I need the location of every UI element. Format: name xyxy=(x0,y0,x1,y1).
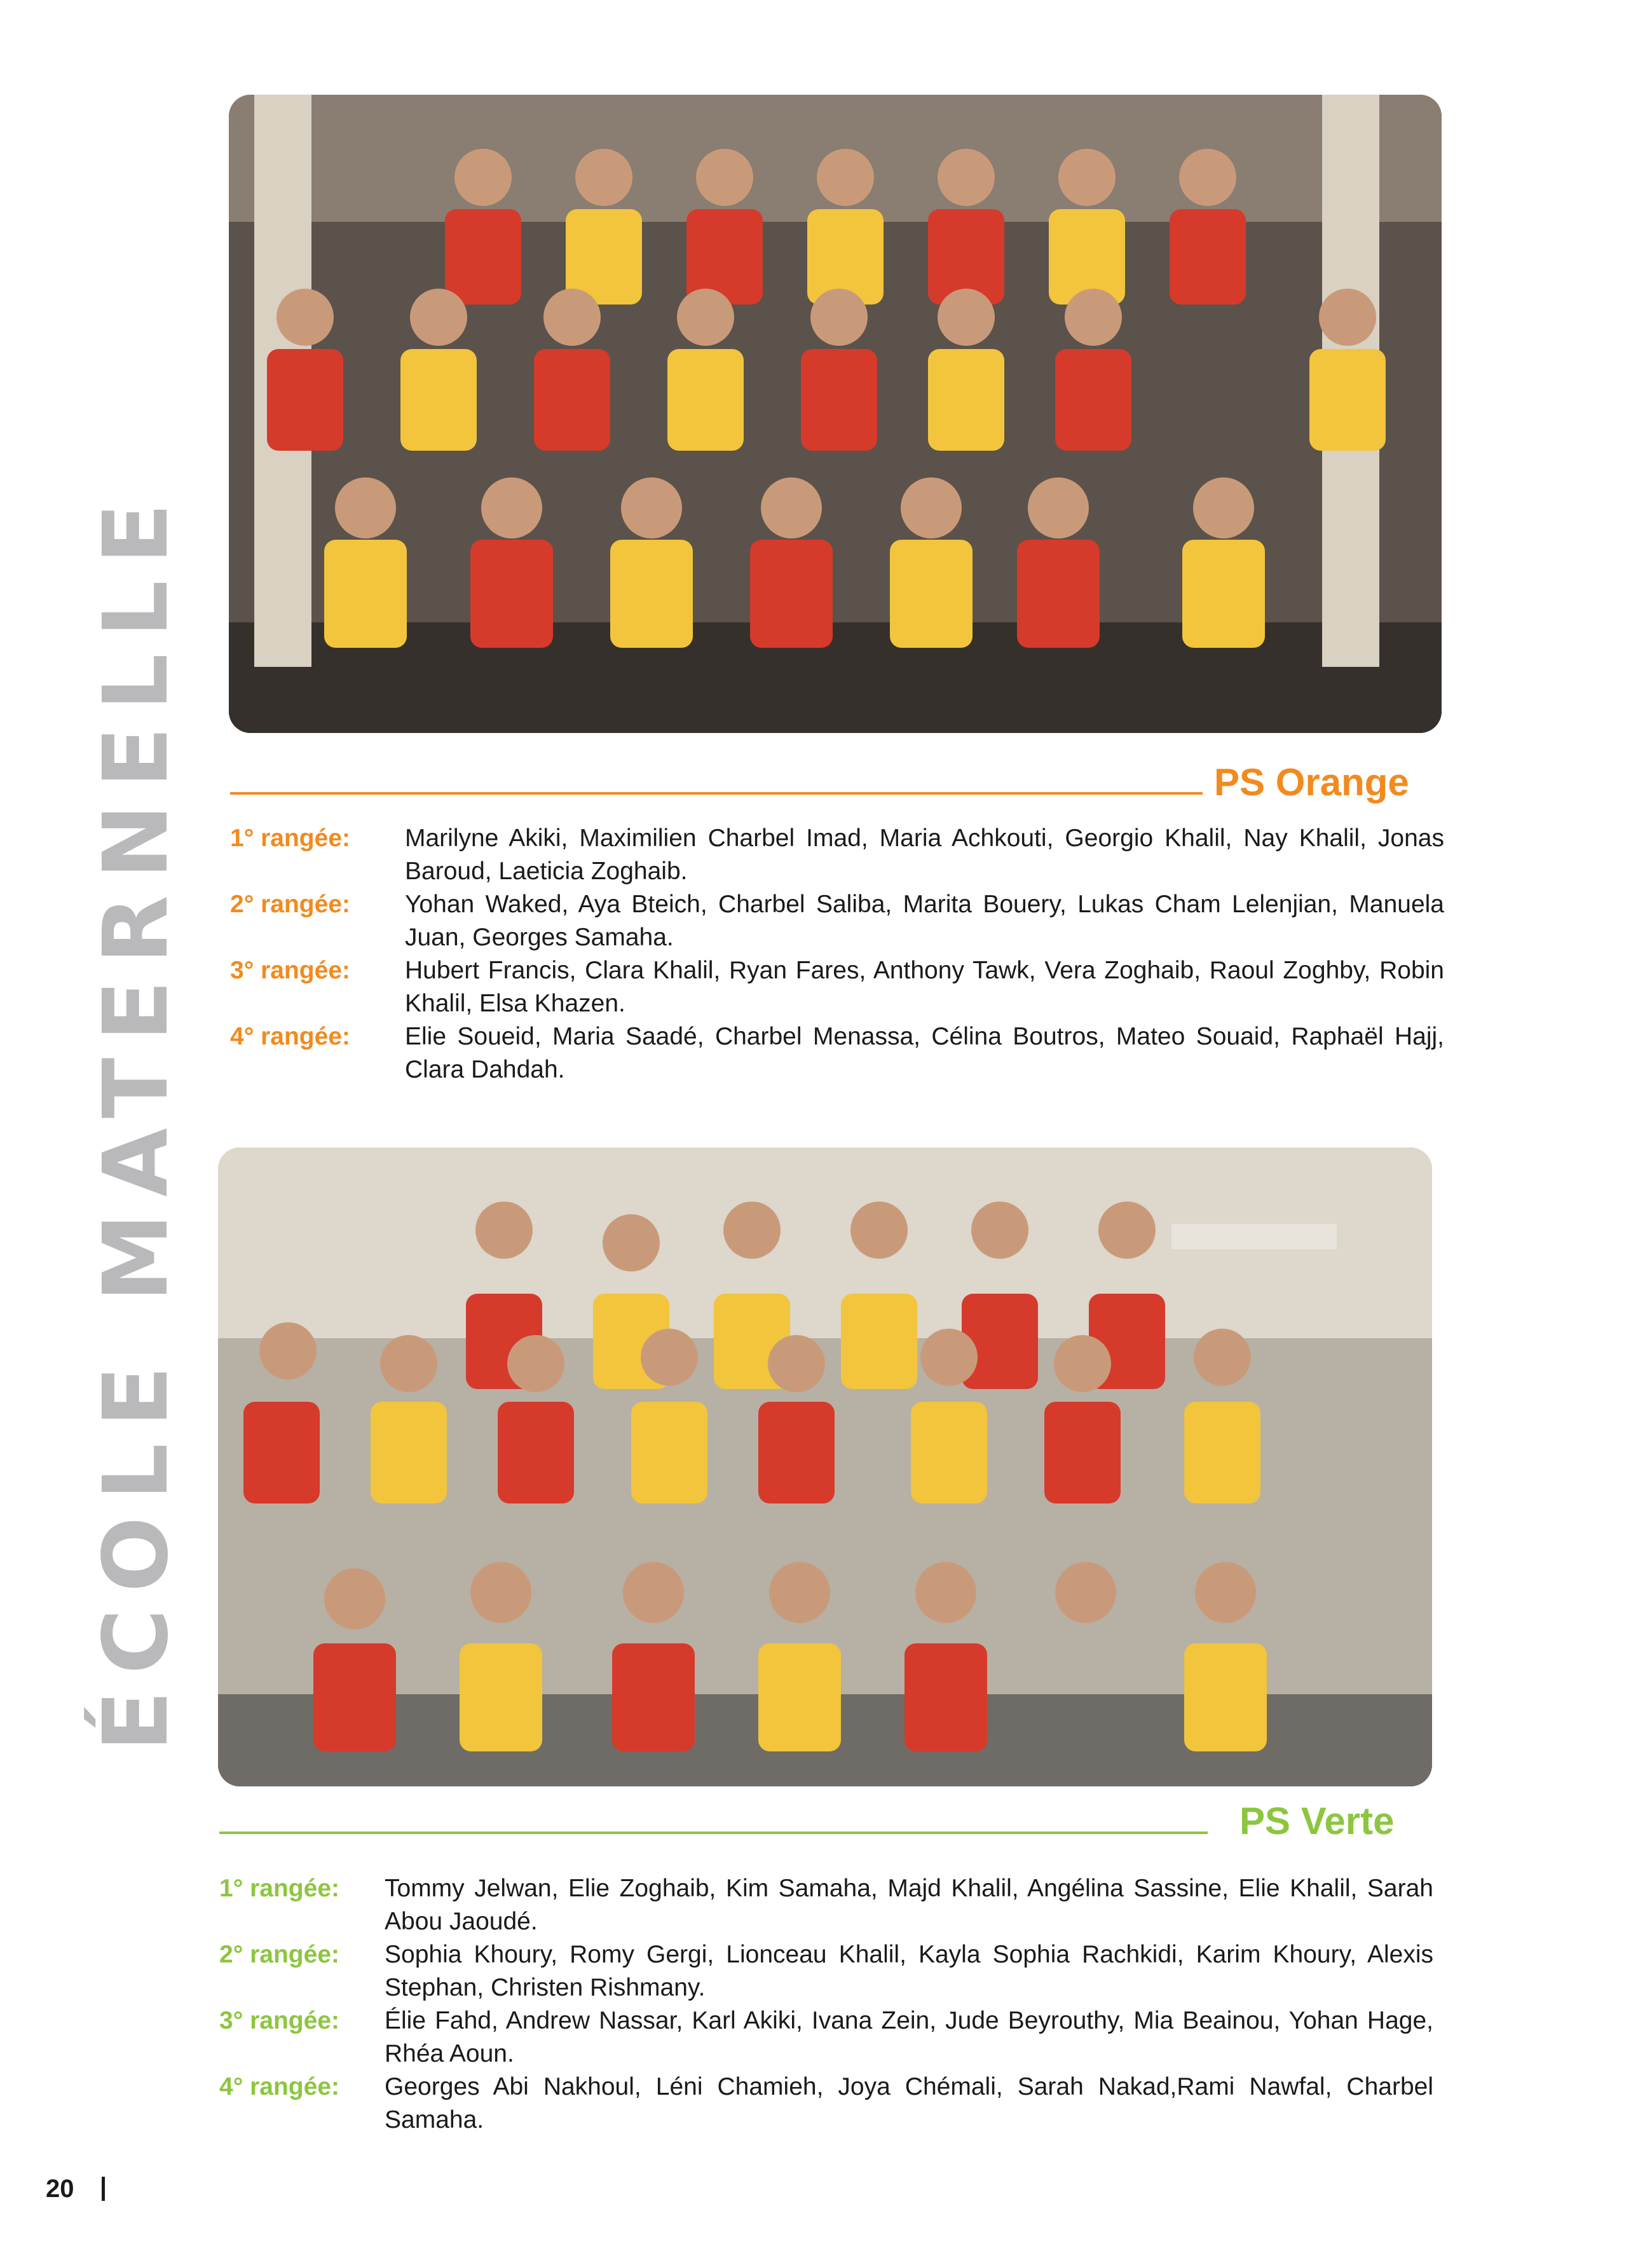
row-entry xyxy=(219,2004,1433,2071)
row-names: Élie Fahd, Andrew Nassar, Karl Akiki, Ivana Zein, Jude Beyrouthy, Mia Beainou, Yohan Hage, Rhéa Aoun. xyxy=(385,2007,1433,2067)
name-list-ps-orange xyxy=(230,822,1444,1086)
class-photo-ps-orange xyxy=(229,95,1442,733)
row-entry xyxy=(219,1938,1433,2004)
row-label: 2° rangée: xyxy=(219,1941,340,1968)
row-label: 4° rangée: xyxy=(219,2073,340,2100)
row-label: 1° rangée: xyxy=(230,825,351,852)
section-title-ps-orange: PS Orange xyxy=(1214,761,1409,804)
side-title: ÉCOLE MATERNELLE xyxy=(85,486,188,1751)
name-list-ps-verte xyxy=(219,1872,1433,2137)
row-names: Hubert Francis, Clara Khalil, Ryan Fares, Anthony Tawk, Vera Zoghaib, Raoul Zoghby, Robin Khalil, Elsa Khazen. xyxy=(405,957,1444,1017)
row-label: 2° rangée: xyxy=(230,891,351,918)
row-label: 3° rangée: xyxy=(219,2007,340,2034)
row-label: 4° rangée: xyxy=(230,1023,351,1050)
page-number: 20 xyxy=(46,2175,74,2203)
row-names: Georges Abi Nakhoul, Léni Chamieh, Joya Chémali, Sarah Nakad,Rami Nawfal, Charbel Samaha. xyxy=(385,2073,1433,2133)
row-label: 1° rangée: xyxy=(219,1875,340,1902)
section-divider-orange xyxy=(230,792,1203,795)
row-entry xyxy=(219,1872,1433,1938)
row-names: Tommy Jelwan, Elie Zoghaib, Kim Samaha, Majd Khalil, Angélina Sassine, Elie Khalil, Sarah Abou Jaoudé. xyxy=(385,1875,1433,1935)
section-title-ps-verte: PS Verte xyxy=(1239,1800,1395,1842)
page-number-divider xyxy=(102,2177,105,2201)
row-names: Yohan Waked, Aya Bteich, Charbel Saliba, Marita Bouery, Lukas Cham Lelenjian, Manuela Juan, Georges Samaha. xyxy=(405,891,1444,951)
row-entry xyxy=(230,888,1444,954)
row-entry xyxy=(230,822,1444,888)
section-divider-verte xyxy=(219,1832,1208,1834)
group-photo-illustration xyxy=(218,1147,1432,1786)
row-names: Elie Soueid, Maria Saadé, Charbel Menassa, Célina Boutros, Mateo Souaid, Raphaël Hajj, Clara Dahdah. xyxy=(405,1023,1444,1083)
row-names: Marilyne Akiki, Maximilien Charbel Imad, Maria Achkouti, Georgio Khalil, Nay Khalil, Jonas Baroud, Laeticia Zoghaib. xyxy=(405,825,1444,885)
row-names: Sophia Khoury, Romy Gergi, Lionceau Khalil, Kayla Sophia Rachkidi, Karim Khoury, Alexis Stephan, Christen Rishmany. xyxy=(385,1941,1433,2001)
group-photo-illustration xyxy=(229,95,1442,733)
row-label: 3° rangée: xyxy=(230,957,351,984)
class-photo-ps-verte xyxy=(218,1147,1432,1786)
row-entry xyxy=(230,1020,1444,1086)
row-entry xyxy=(219,2071,1433,2137)
row-entry xyxy=(230,954,1444,1020)
